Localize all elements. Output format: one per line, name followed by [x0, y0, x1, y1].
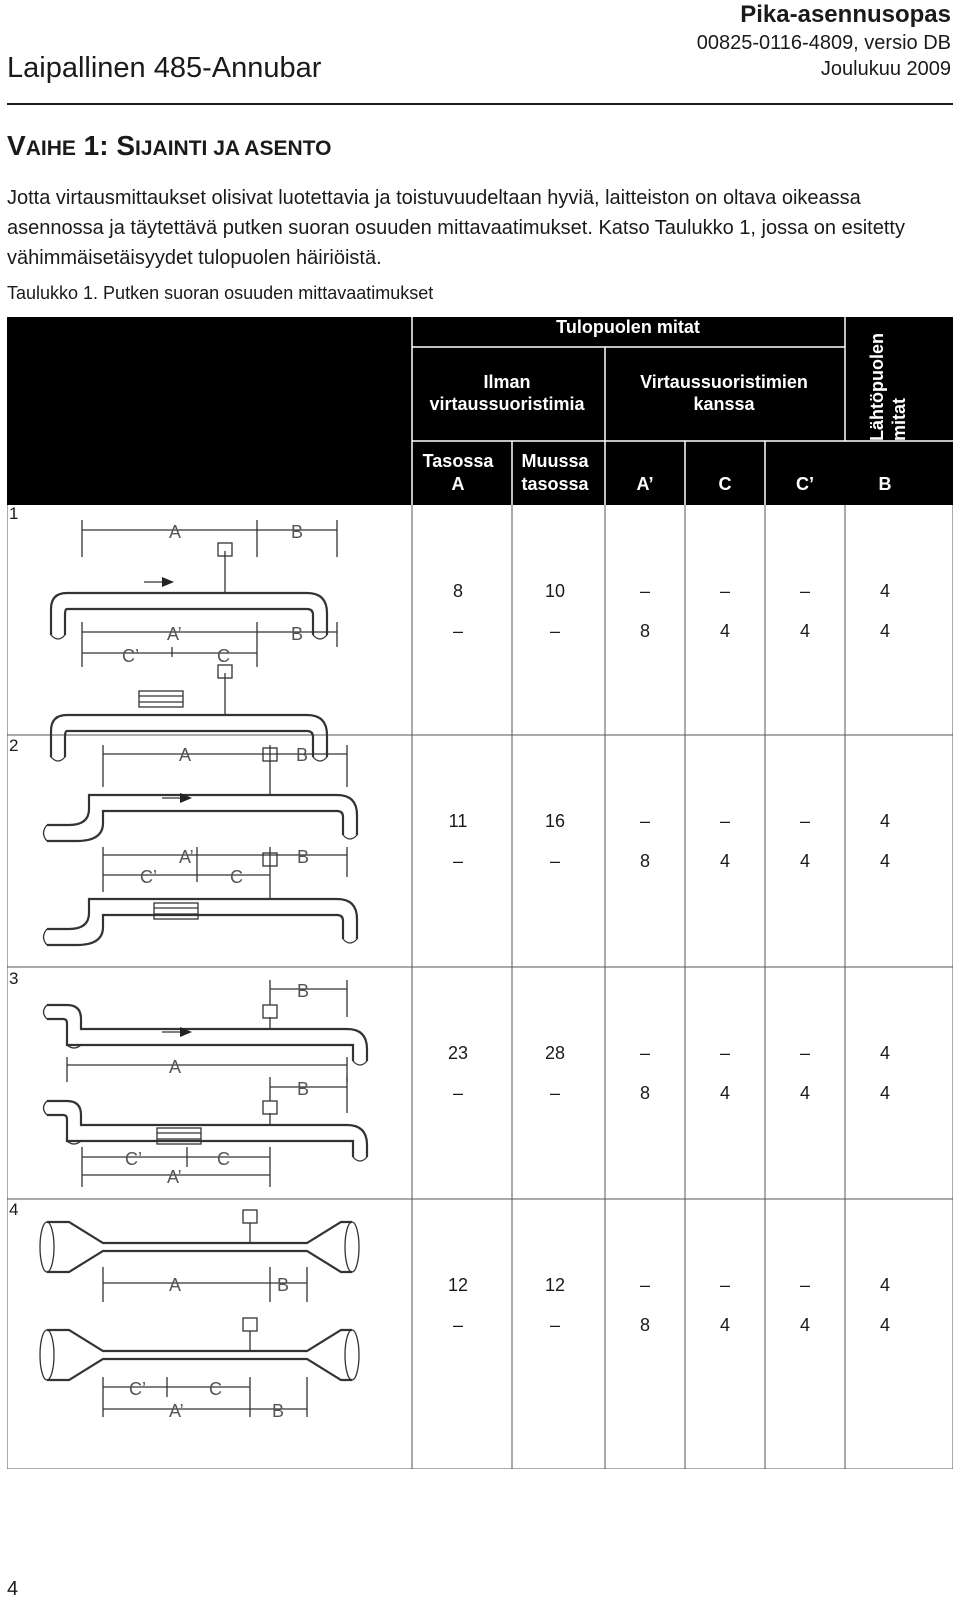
dim-a-prime-label-r2: A’ [179, 847, 194, 867]
table-cell: 4 [879, 1315, 891, 1335]
table-cell: 8 [639, 621, 651, 641]
header-out-of-plane-l1: Muussa [521, 451, 589, 471]
dim-b-label-r2: B [296, 745, 309, 765]
table-cell: 23 [447, 1043, 469, 1063]
doc-number: 00825-0116-4809, versio DB [696, 32, 951, 54]
dim-a-label-r2: A [179, 745, 192, 765]
table-cell: – [799, 1043, 811, 1063]
row-1-diagram [51, 520, 337, 761]
dim-b-label-r2b: B [297, 847, 310, 867]
doc-date: Joulukuu 2009 [820, 58, 951, 80]
table-cell: – [452, 621, 464, 641]
table-cell: – [719, 1275, 731, 1295]
table-graphic [7, 317, 953, 1469]
header-with-conditioner-l2: kanssa [693, 394, 755, 414]
table-cell: – [639, 811, 651, 831]
table-cell: – [799, 581, 811, 601]
table-cell: – [639, 1043, 651, 1063]
section-title [7, 130, 331, 162]
table-cell: 4 [719, 621, 731, 641]
dim-c-label-r2: C [230, 867, 243, 887]
dim-c-prime-label-r3: C’ [125, 1149, 142, 1169]
table-cell: 4 [799, 1083, 811, 1103]
dim-a-label-r3: A [169, 1057, 182, 1077]
intro-paragraph: Jotta virtausmittaukset olisivat luotettavia ja toistuvuudeltaan hyviä, laitteiston on oltava oikeassa asennossa ja täytettävä putken suoran osuuden mittavaatimukset. Katso Taulukko 1, jossa on esitetty vähimmäisetäisyydet tulopuolen häiriöistä. [7, 187, 905, 269]
header-block [697, 0, 951, 82]
table-cell: – [549, 851, 561, 871]
table-cell: 11 [448, 811, 468, 831]
header-without-conditioner-l2: virtaussuoristimia [429, 394, 585, 414]
table-cell: 8 [639, 1315, 651, 1335]
table-cell: – [452, 1315, 464, 1335]
header-upstream: Tulopuolen mitat [556, 317, 700, 337]
table-cell: 8 [452, 581, 464, 601]
row-number-2: 2 [9, 736, 19, 755]
document-title: Laipallinen 485-Annubar [7, 52, 322, 84]
table-cell: 4 [719, 1315, 731, 1335]
table-cell: 4 [879, 621, 891, 641]
dim-c-prime-label-r4: C’ [129, 1379, 146, 1399]
dim-b-label: B [291, 522, 304, 542]
header-downstream-l1: Lähtöpuolen [867, 333, 887, 441]
table-cell: 4 [799, 851, 811, 871]
table-cell: – [799, 811, 811, 831]
header-downstream-l2: mitat [889, 397, 909, 441]
table-cell: – [719, 581, 731, 601]
dim-c-label-r4: C [209, 1379, 222, 1399]
dim-a-prime-label-r4: A’ [169, 1401, 184, 1421]
header-rule [7, 103, 953, 105]
dim-c-label: C [217, 646, 230, 666]
table-cell: – [452, 851, 464, 871]
table-cell: 4 [719, 1083, 731, 1103]
row-number-3: 3 [9, 969, 19, 988]
table-cell: 12 [544, 1275, 566, 1295]
table-cell: – [549, 621, 561, 641]
table-cell: – [452, 1083, 464, 1103]
table-cell: 4 [879, 581, 891, 601]
dim-a-prime-label: A’ [167, 624, 182, 644]
table-cell: 4 [879, 851, 891, 871]
table-cell: 4 [879, 1083, 891, 1103]
dim-c-prime-label-r2: C’ [140, 867, 157, 887]
guide-title: Pika-asennusopas [740, 1, 951, 28]
table-cell: 28 [544, 1043, 566, 1063]
dim-b-label-r3b: B [297, 1079, 310, 1099]
section-title-aihe: AIHE [25, 137, 76, 160]
table-cell: 16 [544, 811, 566, 831]
table-cell: 8 [639, 1083, 651, 1103]
header-col-a-prime: A’ [636, 474, 654, 494]
table-cell: – [549, 1315, 561, 1335]
table-caption: Taulukko 1. Putken suoran osuuden mittavaatimukset [7, 283, 434, 303]
table-cell: 4 [879, 1275, 891, 1295]
row-4-diagram [40, 1210, 359, 1421]
straight-run-table [7, 317, 953, 1469]
header-without-conditioner-l1: Ilman [483, 372, 531, 392]
table-cell: – [639, 1275, 651, 1295]
dim-c-prime-label: C’ [122, 646, 139, 666]
row-number-1: 1 [9, 504, 19, 523]
table-cell: 12 [447, 1275, 469, 1295]
dim-a-label-r4: A [169, 1275, 182, 1295]
table-cell: – [639, 581, 651, 601]
dim-a-label: A [169, 522, 182, 542]
table-cell: 4 [719, 851, 731, 871]
dim-b-label-2: B [291, 624, 304, 644]
dim-b-label-r4b: B [272, 1401, 285, 1421]
header-in-plane-l2: A [451, 474, 465, 494]
header-col-c: C [718, 474, 732, 494]
header-col-c-prime: C’ [796, 474, 814, 494]
row-2-diagram [44, 745, 358, 945]
section-title-number: 1: S [75, 130, 136, 161]
header-with-conditioner-l1: Virtaussuoristimien [640, 372, 808, 392]
table-cell: – [719, 811, 731, 831]
header-out-of-plane-l2: tasossa [521, 474, 589, 494]
dim-a-prime-label-r3: A’ [167, 1167, 182, 1187]
table-values [448, 581, 890, 1335]
row-3-diagram [44, 980, 368, 1187]
table-cell: 4 [879, 811, 891, 831]
dim-b-label-r4: B [277, 1275, 290, 1295]
dim-b-label-r3: B [297, 981, 310, 1001]
row-number-4: 4 [9, 1200, 19, 1219]
table-cell: – [799, 1275, 811, 1295]
header-in-plane-l1: Tasossa [422, 451, 494, 471]
header-col-b: B [878, 474, 892, 494]
table-cell: – [719, 1043, 731, 1063]
section-title-ijainti: IJAINTI JA ASENTO [135, 137, 332, 160]
page-number: 4 [7, 1578, 19, 1600]
dim-c-label-r3: C [217, 1149, 230, 1169]
table-cell: 8 [639, 851, 651, 871]
table-cell: 4 [799, 621, 811, 641]
table-cell: 4 [879, 1043, 891, 1063]
table-cell: 10 [544, 581, 566, 601]
section-title-initial-v: V [7, 130, 26, 161]
table-cell: – [549, 1083, 561, 1103]
table-cell: 4 [799, 1315, 811, 1335]
